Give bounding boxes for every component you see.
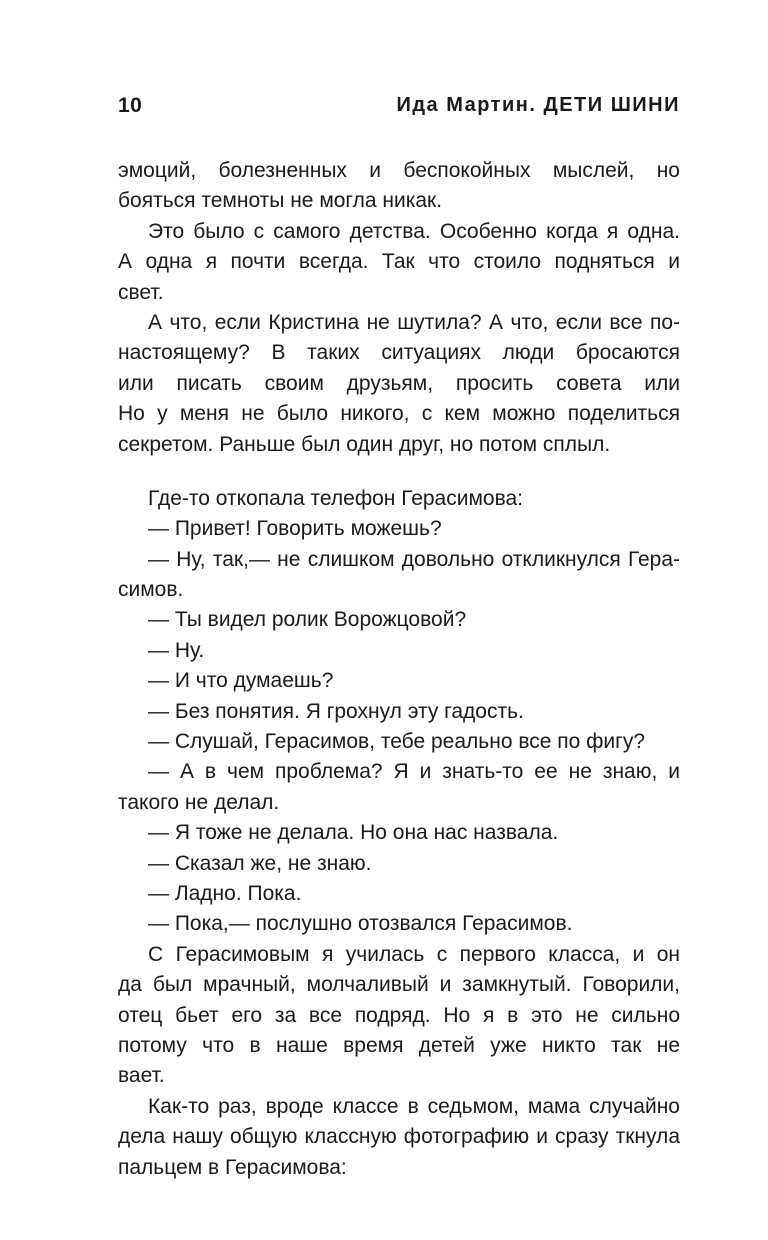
- text-line: или писать своим друзьям, просить совета или: [118, 371, 680, 395]
- dialogue-line: [118, 605, 680, 635]
- text-line: А что, если Кристина не шутила? А что, если все по-: [148, 310, 680, 334]
- text-line: — Я тоже не делала. Но она нас назвала.: [148, 821, 559, 845]
- text-line: Где-то откопала телефон Герасимова:: [148, 486, 524, 510]
- body-text: [118, 156, 680, 1183]
- text-line: бояться темноты не могла никак.: [118, 189, 443, 213]
- dialogue-line: [118, 818, 680, 848]
- text-line: — Ладно. Пока.: [148, 881, 302, 905]
- text-line: потому что в наше время детей уже никто так не: [118, 1033, 680, 1057]
- dialogue-line: [118, 757, 680, 818]
- text-line: отец бьет его за все подряд. Но я в это не сильно: [118, 1003, 680, 1027]
- text-line: — Привет! Говорить можешь?: [148, 517, 442, 541]
- paragraph: [118, 217, 680, 308]
- dialogue-line: [118, 697, 680, 727]
- paragraph: [118, 940, 680, 1092]
- dialogue-line: [118, 636, 680, 666]
- paragraph: [118, 1092, 680, 1183]
- paragraph: [118, 156, 680, 217]
- text-line: С Герасимовым я училась с первого класса, и он: [148, 942, 680, 966]
- text-line: симов.: [118, 578, 184, 602]
- text-line: — Сказал же, не знаю.: [148, 851, 372, 875]
- text-line: настоящему? В таких ситуациях люди бросаются: [118, 341, 680, 365]
- text-line: такого не делал.: [118, 790, 280, 814]
- paragraph: [118, 484, 680, 514]
- dialogue-line: [118, 545, 680, 606]
- text-line: секретом. Раньше был один друг, но потом сплыл.: [118, 432, 611, 456]
- text-line: — Без понятия. Я грохнул эту гадость.: [148, 699, 524, 723]
- text-line: А одна я почти всегда. Так что стоило подняться и: [118, 250, 680, 274]
- page-number: 10: [118, 94, 143, 117]
- text-line: да был мрачный, молчаливый и замкнутый. Говорили,: [118, 973, 680, 997]
- page-header: [118, 94, 680, 124]
- text-line: — Слушай, Герасимов, тебе реально все по фигу?: [148, 730, 645, 754]
- text-line: — Ты видел ролик Ворожцовой?: [148, 608, 467, 632]
- dialogue-line: [118, 514, 680, 544]
- paragraph: [118, 308, 680, 460]
- text-line: дела нашу общую классную фотографию и сразу ткнула: [118, 1125, 680, 1149]
- running-head: Ида Мартин. ДЕТИ ШИНИ: [396, 94, 680, 116]
- text-line: пальцем в Герасимова:: [118, 1155, 347, 1179]
- dialogue-line: [118, 727, 680, 757]
- text-line: эмоций, болезненных и беспокойных мыслей, но: [118, 159, 680, 182]
- text-line: — Ну.: [148, 638, 205, 662]
- dialogue-line: [118, 666, 680, 696]
- dialogue-line: [118, 909, 680, 939]
- dialogue-line: [118, 849, 680, 879]
- text-line: — Ну, так,— не слишком довольно откликнулся Гера-: [148, 547, 680, 571]
- text-line: — А в чем проблема? Я и знать-то ее не знаю, и: [148, 760, 680, 784]
- section-break: [118, 460, 680, 484]
- text-line: — И что думаешь?: [148, 669, 334, 693]
- text-line: Но у меня не было никого, с кем можно поделиться: [118, 402, 680, 426]
- dialogue-line: [118, 879, 680, 909]
- text-line: вает.: [118, 1064, 165, 1088]
- text-line: Как-то раз, вроде классе в седьмом, мама случайно: [148, 1094, 680, 1118]
- text-line: — Пока,— послушно отозвался Герасимов.: [148, 912, 573, 936]
- text-line: свет.: [118, 280, 164, 304]
- text-line: Это было с самого детства. Особенно когда я одна.: [148, 219, 680, 243]
